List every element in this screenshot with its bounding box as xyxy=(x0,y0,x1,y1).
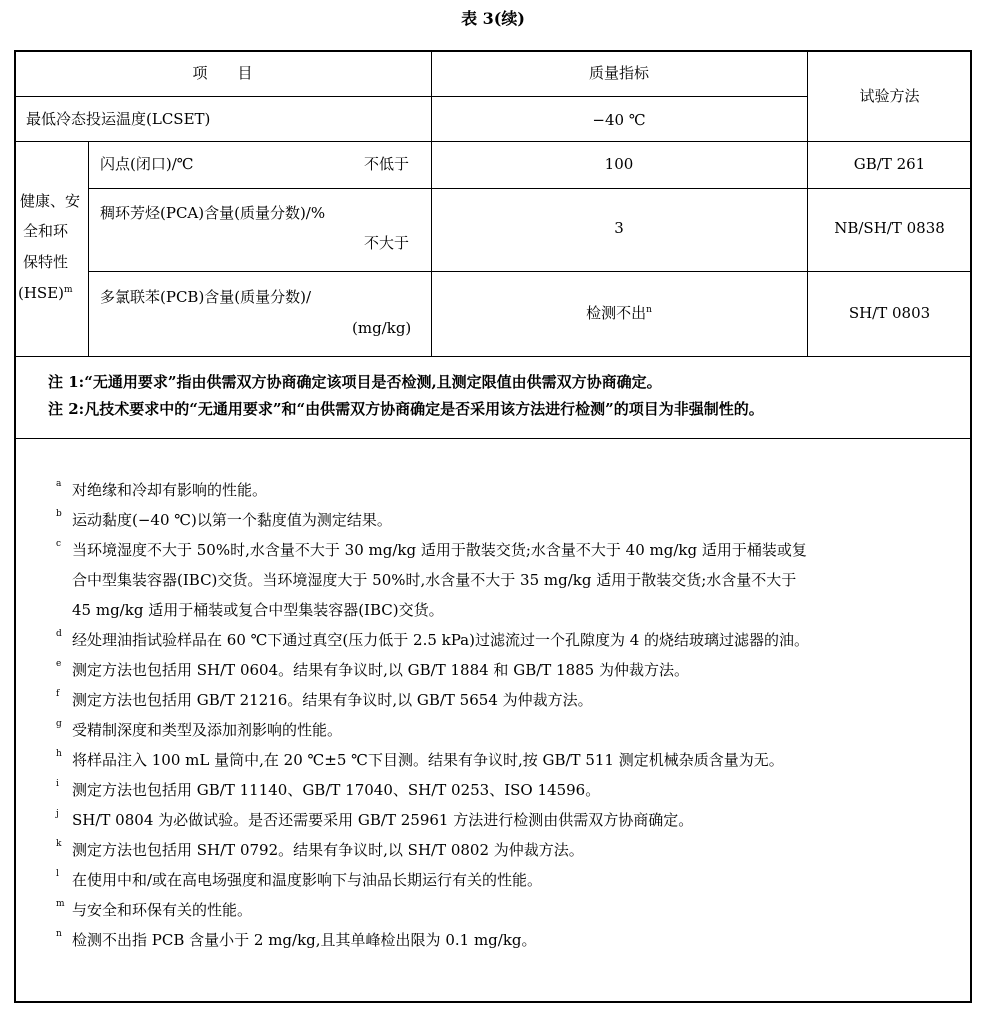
hse-group-line4: (HSE)$^m$ xyxy=(18,284,73,302)
footnote-text: 经处理油指试验样品在 60 ℃下通过真空(压力低于 2.5 kPa)过滤流过一个孔隙度为 4 的烧结玻璃过滤器的油。 xyxy=(72,631,810,649)
lcset-value: −40 ℃ xyxy=(592,111,646,129)
flash-point-label: 闪点(闭口)/℃ xyxy=(100,155,194,173)
footnote-text: 与安全和环保有关的性能。 xyxy=(72,901,253,919)
footnote-text: 运动黏度(−40 ℃)以第一个黏度值为测定结果。 xyxy=(72,511,392,529)
pca-value: 3 xyxy=(614,219,624,237)
pcb-method: SH/T 0803 xyxy=(848,304,931,322)
note-1: 注 1:“无通用要求”指由供需双方协商确定该项目是否检测,且测定限值由供需双方协商确定。 xyxy=(48,373,662,391)
footnote-text: 将样品注入 100 mL 量筒中,在 20 ℃±5 ℃下目测。结果有争议时,按 GB/T 511 测定机械杂质含量为无。 xyxy=(72,751,784,769)
footnote-mark: c xyxy=(56,539,62,549)
footnote-text: 测定方法也包括用 GB/T 21216。结果有争议时,以 GB/T 5654 为仲裁方法。 xyxy=(72,691,593,709)
hse-group-line1: 健康、安 xyxy=(20,192,81,210)
footnote-text: 受精制深度和类型及添加剂影响的性能。 xyxy=(72,721,343,739)
pcb-cond: (mg/kg) xyxy=(352,319,412,337)
footnote-mark: a xyxy=(56,479,62,489)
footnote-text: 在使用中和/或在高电场强度和温度影响下与油品长期运行有关的性能。 xyxy=(72,871,543,889)
pca-label: 稠环芳烃(PCA)含量(质量分数)/% xyxy=(100,204,326,222)
footnote-mark: f xyxy=(56,689,60,699)
footnote-mark: l xyxy=(56,869,59,879)
header-quality: 质量指标 xyxy=(588,64,649,82)
hse-group-line2: 全和环 xyxy=(23,222,69,240)
footnote-mark: h xyxy=(56,749,62,759)
footnote-text: 对绝缘和冷却有影响的性能。 xyxy=(72,481,268,499)
footnote-mark: d xyxy=(56,629,62,639)
footnote-text: 检测不出指 PCB 含量小于 2 mg/kg,且其单峰检出限为 0.1 mg/kg。 xyxy=(72,931,537,949)
footnote-text: 测定方法也包括用 SH/T 0792。结果有争议时,以 SH/T 0802 为仲裁方法。 xyxy=(72,841,584,859)
footnote-text: 45 mg/kg 适用于桶装或复合中型集装容器(IBC)交货。 xyxy=(72,601,444,619)
footnote-mark: m xyxy=(56,899,65,909)
rule-lcset xyxy=(14,141,972,142)
rule-row1 xyxy=(88,188,972,189)
pcb-label: 多氯联苯(PCB)含量(质量分数)/ xyxy=(100,288,312,306)
footnote-mark: j xyxy=(56,809,59,819)
footnote-mark: g xyxy=(56,719,62,729)
flash-point-value: 100 xyxy=(604,155,634,173)
header-item: 项 目 xyxy=(192,64,253,82)
table-title: 表 3(续) xyxy=(461,9,525,28)
pcb-value: 检测不出$^n$ xyxy=(586,304,652,322)
footnote-text: 合中型集装容器(IBC)交货。当环境湿度大于 50%时,水含量不大于 35 mg/kg 适用于散装交货;水含量不大于 xyxy=(72,571,797,589)
note-2: 注 2:凡技术要求中的“无通用要求”和“由供需双方协商确定是否采用该方法进行检测”的项目为非强制性的。 xyxy=(48,400,764,418)
header-method: 试验方法 xyxy=(859,87,920,105)
footnote-mark: b xyxy=(56,509,62,519)
flash-point-cond: 不低于 xyxy=(364,155,410,173)
footnote-text: SH/T 0804 为必做试验。是否还需要采用 GB/T 25961 方法进行检测由供需双方协商确定。 xyxy=(72,811,694,829)
hse-group-line3: 保特性 xyxy=(23,253,69,271)
footnote-text: 当环境湿度不大于 50%时,水含量不大于 30 mg/kg 适用于散装交货;水含量不大于 40 mg/kg 适用于桶装或复 xyxy=(72,541,807,559)
rule-table-end xyxy=(14,356,972,357)
rule-header xyxy=(14,96,808,97)
footnote-mark: n xyxy=(56,929,62,939)
flash-point-method: GB/T 261 xyxy=(853,155,926,173)
footnote-mark: k xyxy=(56,839,62,849)
rule-col-group xyxy=(88,141,89,356)
pca-method: NB/SH/T 0838 xyxy=(834,219,945,237)
footnote-mark: i xyxy=(56,779,59,789)
rule-row2 xyxy=(88,271,972,272)
pca-cond: 不大于 xyxy=(364,234,410,252)
footnote-text: 测定方法也包括用 SH/T 0604。结果有争议时,以 GB/T 1884 和 GB/T 1885 为仲裁方法。 xyxy=(72,661,689,679)
lcset-label: 最低冷态投运温度(LCSET) xyxy=(26,110,211,128)
rule-notes-end xyxy=(14,438,972,439)
footnote-mark: e xyxy=(56,659,62,669)
footnote-text: 测定方法也包括用 GB/T 11140、GB/T 17040、SH/T 0253、ISO 14596。 xyxy=(72,781,601,799)
